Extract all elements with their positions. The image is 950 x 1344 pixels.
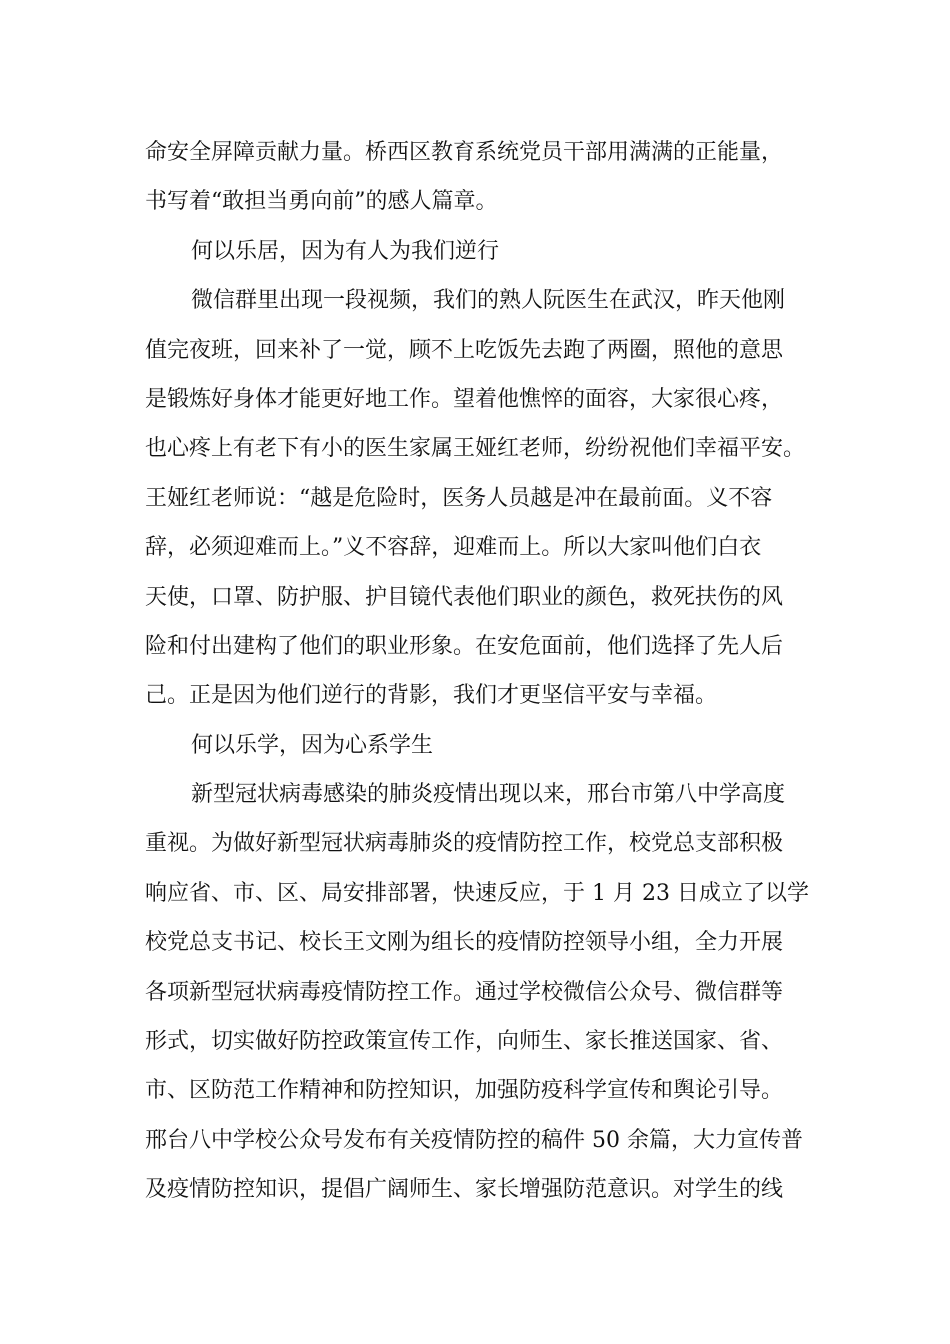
text-line: 及疫情防控知识，提倡广阔师生、家长增强防范意识。对学生的线 bbox=[145, 1177, 784, 1203]
text-line: 辞，必须迎难而上。”义不容辞，迎难而上。所以大家叫他们白衣 bbox=[145, 535, 762, 561]
text-line: 邢台八中学校公众号发布有关疫情防控的稿件 50 余篇，大力宣传普 bbox=[145, 1127, 803, 1153]
text-line: 重视。为做好新型冠状病毒肺炎的疫情防控工作，校党总支部积极 bbox=[145, 831, 784, 857]
text-line: 也心疼上有老下有小的医生家属王娅红老师，纷纷祝他们幸福平安。 bbox=[145, 436, 806, 462]
text-line: 命安全屏障贡献力量。桥西区教育系统党员干部用满满的正能量， bbox=[145, 140, 784, 165]
section-heading: 何以乐居，因为有人为我们逆行 bbox=[191, 238, 500, 264]
body-text bbox=[145, 128, 815, 1215]
text-line: 己。正是因为他们逆行的背影，我们才更坚信平安与幸福。 bbox=[145, 683, 718, 709]
text-line: 王娅红老师说：“越是危险时，医务人员越是冲在最前面。义不容 bbox=[145, 485, 773, 511]
text-line: 是锻炼好身体才能更好地工作。望着他憔悴的面容，大家很心疼， bbox=[145, 386, 784, 412]
text-line: 值完夜班，回来补了一觉，顾不上吃饭先去跑了两圈，照他的意思 bbox=[145, 337, 784, 363]
text-line: 天使，口罩、防护服、护目镜代表他们职业的颜色，救死扶伤的风 bbox=[145, 584, 784, 610]
text-line: 市、区防范工作精神和防控知识，加强防疫科学宣传和舆论引导。 bbox=[145, 1078, 784, 1104]
text-line: 响应省、市、区、局安排部署，快速反应，于 1 月 23 日成立了以学 bbox=[145, 880, 809, 906]
paragraph-start-line: 新型冠状病毒感染的肺炎疫情出现以来，邢台市第八中学高度 bbox=[191, 782, 786, 808]
text-line: 校党总支书记、校长王文刚为组长的疫情防控领导小组，全力开展 bbox=[145, 930, 784, 956]
paragraph-start-line: 微信群里出现一段视频，我们的熟人阮医生在武汉，昨天他刚 bbox=[191, 288, 786, 314]
text-line: 形式，切实做好防控政策宣传工作，向师生、家长推送国家、省、 bbox=[145, 1029, 784, 1055]
text-line: 险和付出建构了他们的职业形象。在安危面前，他们选择了先人后 bbox=[145, 633, 784, 659]
section-heading: 何以乐学，因为心系学生 bbox=[191, 732, 434, 758]
text-line: 各项新型冠状病毒疫情防控工作。通过学校微信公众号、微信群等 bbox=[145, 979, 784, 1005]
text-line: 书写着“敢担当勇向前”的感人篇章。 bbox=[145, 189, 498, 215]
